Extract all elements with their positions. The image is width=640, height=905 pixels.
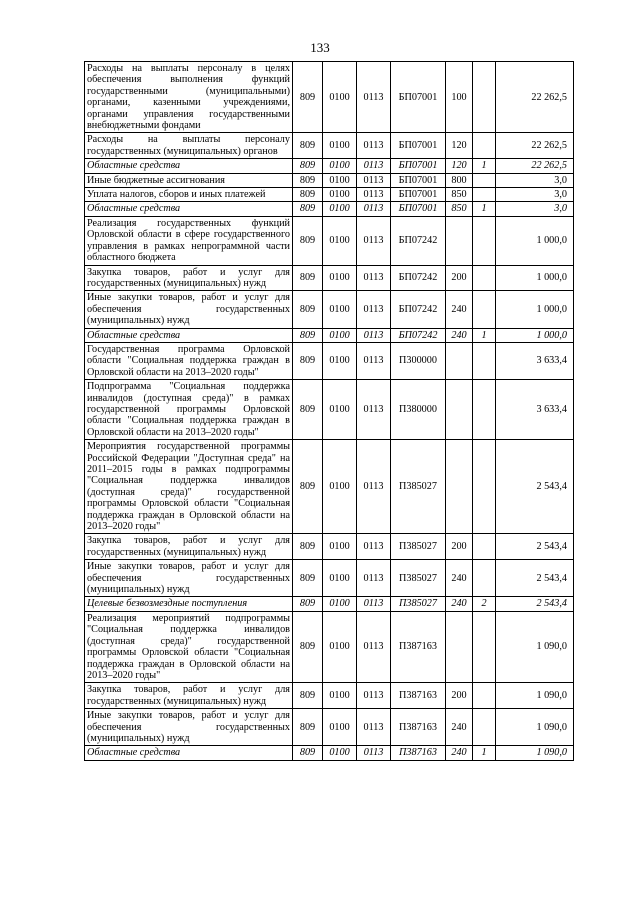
- table-row: [85, 683, 574, 709]
- row-target-code: БП07001: [391, 202, 446, 216]
- row-subsection-code: 0113: [357, 159, 391, 173]
- row-section-code: 0100: [323, 709, 357, 746]
- row-expense-type-code: 240: [446, 560, 473, 597]
- row-name: Мероприятия государственной программы Российской Федерации "Доступная среда" на 2011–2015 годы в рамках подпрограммы "Социальная поддержка инвалидов (доступная среда)" государственной программы Орловской области "Социальная поддержка граждан в Орловской области на 2013–2020 годы": [85, 440, 293, 534]
- row-ministry-code: 809: [293, 611, 323, 682]
- row-funding-source-code: [473, 265, 496, 291]
- row-target-code: БП07001: [391, 173, 446, 187]
- page-number: 133: [310, 40, 330, 55]
- row-section-code: 0100: [323, 342, 357, 379]
- row-amount: 3,0: [496, 173, 574, 187]
- row-name: Закупка товаров, работ и услуг для государственных (муниципальных) нужд: [85, 534, 293, 560]
- row-funding-source-code: [473, 342, 496, 379]
- row-section-code: 0100: [323, 202, 357, 216]
- table-row: [85, 560, 574, 597]
- row-name: Реализация государственных функций Орловской области в сфере государственного управления в рамках непрограммной части областного бюджета: [85, 216, 293, 265]
- row-name: Областные средства: [85, 159, 293, 173]
- table-row: [85, 611, 574, 682]
- row-section-code: 0100: [323, 133, 357, 159]
- table-row: [85, 291, 574, 328]
- row-funding-source-code: [473, 62, 496, 133]
- row-expense-type-code: 800: [446, 173, 473, 187]
- row-amount: 2 543,4: [496, 560, 574, 597]
- row-expense-type-code: 240: [446, 291, 473, 328]
- table-row: [85, 265, 574, 291]
- row-name: Реализация мероприятий подпрограммы "Социальная поддержка инвалидов (доступная среда)" государственной программы Орловской области "Социальная поддержка граждан в Орловской области на 2013–2020 годы": [85, 611, 293, 682]
- row-subsection-code: 0113: [357, 440, 391, 534]
- row-ministry-code: 809: [293, 202, 323, 216]
- row-name: Закупка товаров, работ и услуг для государственных (муниципальных) нужд: [85, 265, 293, 291]
- row-section-code: 0100: [323, 173, 357, 187]
- row-subsection-code: 0113: [357, 62, 391, 133]
- row-expense-type-code: [446, 440, 473, 534]
- row-expense-type-code: 200: [446, 534, 473, 560]
- table-row: [85, 216, 574, 265]
- row-subsection-code: 0113: [357, 265, 391, 291]
- row-amount: 1 000,0: [496, 328, 574, 342]
- row-amount: 1 090,0: [496, 746, 574, 760]
- row-amount: 22 262,5: [496, 133, 574, 159]
- row-name: Областные средства: [85, 746, 293, 760]
- row-amount: 1 090,0: [496, 709, 574, 746]
- row-target-code: П387163: [391, 746, 446, 760]
- row-subsection-code: 0113: [357, 709, 391, 746]
- row-funding-source-code: [473, 560, 496, 597]
- row-target-code: БП07242: [391, 216, 446, 265]
- row-amount: 22 262,5: [496, 159, 574, 173]
- row-name: Государственная программа Орловской области "Социальная поддержка граждан в Орловской области на 2013–2020 годы": [85, 342, 293, 379]
- row-amount: 2 543,4: [496, 534, 574, 560]
- row-funding-source-code: [473, 683, 496, 709]
- row-funding-source-code: [473, 611, 496, 682]
- row-target-code: П380000: [391, 380, 446, 440]
- row-ministry-code: 809: [293, 342, 323, 379]
- row-subsection-code: 0113: [357, 173, 391, 187]
- row-name: Закупка товаров, работ и услуг для государственных (муниципальных) нужд: [85, 683, 293, 709]
- row-amount: 1 000,0: [496, 291, 574, 328]
- row-ministry-code: 809: [293, 62, 323, 133]
- row-ministry-code: 809: [293, 188, 323, 202]
- row-amount: 1 090,0: [496, 611, 574, 682]
- row-amount: 3,0: [496, 188, 574, 202]
- row-name: Областные средства: [85, 328, 293, 342]
- row-target-code: БП07001: [391, 133, 446, 159]
- row-target-code: П385027: [391, 534, 446, 560]
- row-section-code: 0100: [323, 380, 357, 440]
- table-row: [85, 62, 574, 133]
- row-ministry-code: 809: [293, 133, 323, 159]
- row-funding-source-code: [473, 534, 496, 560]
- row-expense-type-code: [446, 611, 473, 682]
- row-amount: 3 633,4: [496, 342, 574, 379]
- row-expense-type-code: 120: [446, 159, 473, 173]
- row-section-code: 0100: [323, 560, 357, 597]
- row-section-code: 0100: [323, 534, 357, 560]
- row-expense-type-code: [446, 380, 473, 440]
- table-row: [85, 709, 574, 746]
- row-amount: 2 543,4: [496, 440, 574, 534]
- row-subsection-code: 0113: [357, 291, 391, 328]
- table-row: [85, 746, 574, 760]
- row-funding-source-code: 1: [473, 746, 496, 760]
- row-ministry-code: 809: [293, 159, 323, 173]
- row-amount: 1 000,0: [496, 265, 574, 291]
- row-ministry-code: 809: [293, 173, 323, 187]
- table-row: [85, 173, 574, 187]
- row-expense-type-code: 120: [446, 133, 473, 159]
- table-row: [85, 534, 574, 560]
- row-name: Подпрограмма "Социальная поддержка инвалидов (доступная среда)" в рамках государственной программы Орловской области "Социальная поддержка граждан в Орловской области на 2013–2020 годы": [85, 380, 293, 440]
- table-row: [85, 380, 574, 440]
- row-section-code: 0100: [323, 216, 357, 265]
- table-row: [85, 188, 574, 202]
- row-expense-type-code: 100: [446, 62, 473, 133]
- row-target-code: БП07001: [391, 62, 446, 133]
- budget-table: [84, 61, 574, 761]
- row-funding-source-code: [473, 188, 496, 202]
- table-row: [85, 597, 574, 611]
- row-funding-source-code: [473, 380, 496, 440]
- row-expense-type-code: 240: [446, 709, 473, 746]
- row-amount: 1 000,0: [496, 216, 574, 265]
- row-section-code: 0100: [323, 328, 357, 342]
- row-expense-type-code: [446, 216, 473, 265]
- budget-table-body: [85, 62, 574, 761]
- row-name: Уплата налогов, сборов и иных платежей: [85, 188, 293, 202]
- row-target-code: БП07001: [391, 188, 446, 202]
- table-row: [85, 202, 574, 216]
- row-funding-source-code: [473, 709, 496, 746]
- row-name: Областные средства: [85, 202, 293, 216]
- row-target-code: П385027: [391, 597, 446, 611]
- row-section-code: 0100: [323, 291, 357, 328]
- row-target-code: БП07242: [391, 328, 446, 342]
- row-ministry-code: 809: [293, 709, 323, 746]
- row-ministry-code: 809: [293, 291, 323, 328]
- row-subsection-code: 0113: [357, 560, 391, 597]
- row-expense-type-code: 240: [446, 597, 473, 611]
- row-funding-source-code: 1: [473, 202, 496, 216]
- table-row: [85, 342, 574, 379]
- row-subsection-code: 0113: [357, 683, 391, 709]
- row-target-code: П387163: [391, 683, 446, 709]
- row-amount: 2 543,4: [496, 597, 574, 611]
- row-subsection-code: 0113: [357, 597, 391, 611]
- row-amount: 3,0: [496, 202, 574, 216]
- row-ministry-code: 809: [293, 380, 323, 440]
- row-subsection-code: 0113: [357, 342, 391, 379]
- row-ministry-code: 809: [293, 534, 323, 560]
- row-target-code: П387163: [391, 709, 446, 746]
- row-subsection-code: 0113: [357, 746, 391, 760]
- row-ministry-code: 809: [293, 597, 323, 611]
- row-section-code: 0100: [323, 159, 357, 173]
- row-expense-type-code: 850: [446, 188, 473, 202]
- row-ministry-code: 809: [293, 265, 323, 291]
- row-name: Иные закупки товаров, работ и услуг для обеспечения государственных (муниципальных) нужд: [85, 291, 293, 328]
- row-subsection-code: 0113: [357, 202, 391, 216]
- row-section-code: 0100: [323, 188, 357, 202]
- row-funding-source-code: [473, 291, 496, 328]
- row-funding-source-code: 1: [473, 328, 496, 342]
- row-target-code: П385027: [391, 440, 446, 534]
- row-name: Иные закупки товаров, работ и услуг для обеспечения государственных (муниципальных) нужд: [85, 560, 293, 597]
- row-subsection-code: 0113: [357, 380, 391, 440]
- row-funding-source-code: [473, 440, 496, 534]
- table-row: [85, 328, 574, 342]
- row-amount: 1 090,0: [496, 683, 574, 709]
- row-section-code: 0100: [323, 597, 357, 611]
- row-expense-type-code: 240: [446, 746, 473, 760]
- row-target-code: БП07242: [391, 265, 446, 291]
- row-ministry-code: 809: [293, 560, 323, 597]
- row-funding-source-code: 2: [473, 597, 496, 611]
- row-expense-type-code: [446, 342, 473, 379]
- row-expense-type-code: 240: [446, 328, 473, 342]
- table-row: [85, 440, 574, 534]
- row-subsection-code: 0113: [357, 188, 391, 202]
- row-expense-type-code: 200: [446, 683, 473, 709]
- row-ministry-code: 809: [293, 746, 323, 760]
- row-name: Целевые безвозмездные поступления: [85, 597, 293, 611]
- row-target-code: БП07001: [391, 159, 446, 173]
- row-ministry-code: 809: [293, 683, 323, 709]
- row-funding-source-code: [473, 173, 496, 187]
- row-section-code: 0100: [323, 62, 357, 133]
- row-name: Иные закупки товаров, работ и услуг для обеспечения государственных (муниципальных) нужд: [85, 709, 293, 746]
- row-target-code: П385027: [391, 560, 446, 597]
- row-name: Расходы на выплаты персоналу государственных (муниципальных) органов: [85, 133, 293, 159]
- row-section-code: 0100: [323, 746, 357, 760]
- row-expense-type-code: 850: [446, 202, 473, 216]
- row-section-code: 0100: [323, 440, 357, 534]
- row-target-code: БП07242: [391, 291, 446, 328]
- row-ministry-code: 809: [293, 440, 323, 534]
- row-subsection-code: 0113: [357, 133, 391, 159]
- row-subsection-code: 0113: [357, 534, 391, 560]
- row-subsection-code: 0113: [357, 328, 391, 342]
- row-amount: 22 262,5: [496, 62, 574, 133]
- row-section-code: 0100: [323, 683, 357, 709]
- row-amount: 3 633,4: [496, 380, 574, 440]
- row-subsection-code: 0113: [357, 216, 391, 265]
- row-target-code: П387163: [391, 611, 446, 682]
- row-expense-type-code: 200: [446, 265, 473, 291]
- row-subsection-code: 0113: [357, 611, 391, 682]
- table-row: [85, 159, 574, 173]
- row-target-code: П300000: [391, 342, 446, 379]
- table-row: [85, 133, 574, 159]
- row-ministry-code: 809: [293, 216, 323, 265]
- row-ministry-code: 809: [293, 328, 323, 342]
- row-name: Расходы на выплаты персоналу в целях обеспечения выполнения функций государственными (муниципальными) органами, казенными учреждениями, органами управления государственными внебюджетными фондами: [85, 62, 293, 133]
- row-funding-source-code: [473, 133, 496, 159]
- row-funding-source-code: [473, 216, 496, 265]
- row-section-code: 0100: [323, 611, 357, 682]
- row-name: Иные бюджетные ассигнования: [85, 173, 293, 187]
- row-section-code: 0100: [323, 265, 357, 291]
- row-funding-source-code: 1: [473, 159, 496, 173]
